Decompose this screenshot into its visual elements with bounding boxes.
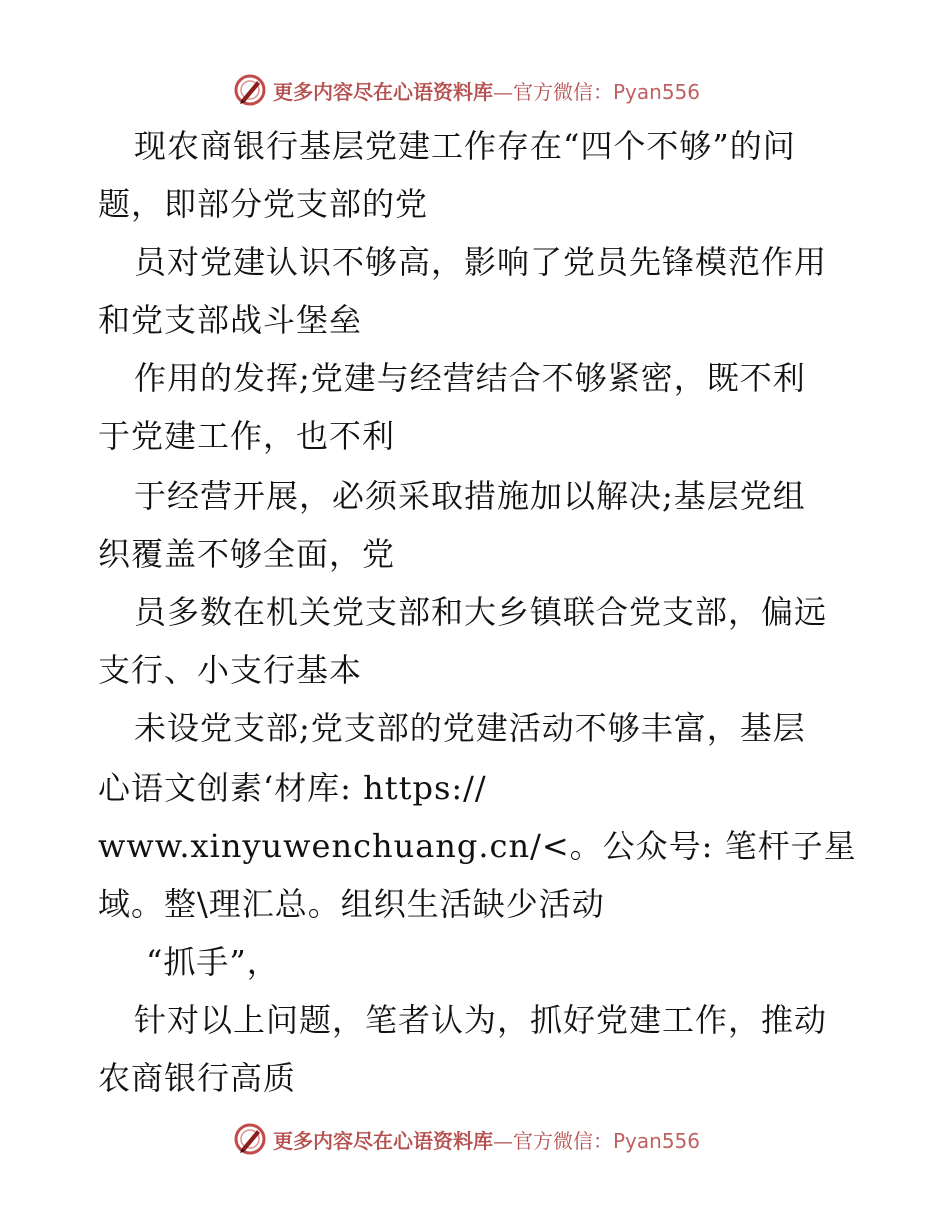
text-line: 员多数在机关党支部和大乡镇联合党支部，偏远 <box>134 593 828 631</box>
pen-logo-icon <box>233 1122 267 1156</box>
footer-watermark-banner <box>233 1122 700 1156</box>
footer-watermark-text <box>273 1125 700 1154</box>
header-watermark-wechat: 官方微信： <box>513 79 613 104</box>
text-line: 支行、小支行基本 <box>98 651 363 689</box>
text-line: 现农商银行基层党建工作存在“四个不够”的问 <box>134 127 796 165</box>
text-line: 未设党支部;党支部的党建活动不够丰富，基层 <box>134 709 806 747</box>
text-line: 和党支部战斗堡垒 <box>98 301 363 339</box>
text-line: 心语文创素‘材库: https:// <box>98 769 487 807</box>
footer-watermark-id: Pyan556 <box>613 1128 701 1153</box>
text-line: 域。整\理汇总。组织生活缺少活动 <box>98 885 605 923</box>
header-watermark-main: 更多内容尽在心语资料库 <box>273 79 493 104</box>
text-line: 织覆盖不够全面，党 <box>98 535 396 573</box>
text-line: 农商银行高质 <box>98 1059 297 1097</box>
text-line: 于党建工作，也不利 <box>98 417 396 455</box>
text-line: “抓手”， <box>146 943 280 981</box>
footer-watermark-dash: — <box>493 1128 513 1153</box>
footer-watermark-wechat: 官方微信： <box>513 1128 613 1153</box>
text-line: 针对以上问题，笔者认为，抓好党建工作，推动 <box>134 1001 828 1039</box>
footer-watermark-main: 更多内容尽在心语资料库 <box>273 1128 493 1153</box>
text-line: www.xinyuwenchuang.cn/<。公众号: 笔杆子星 <box>98 827 857 865</box>
text-line: 员对党建认识不够高，影响了党员先锋模范作用 <box>134 243 828 281</box>
text-line: 题，即部分党支部的党 <box>98 185 429 223</box>
text-line: 作用的发挥;党建与经营结合不够紧密，既不利 <box>134 359 806 397</box>
header-watermark-dash: — <box>493 79 513 104</box>
text-line: 于经营开展，必须采取措施加以解决;基层党组 <box>134 477 806 515</box>
header-watermark-id: Pyan556 <box>613 79 701 104</box>
